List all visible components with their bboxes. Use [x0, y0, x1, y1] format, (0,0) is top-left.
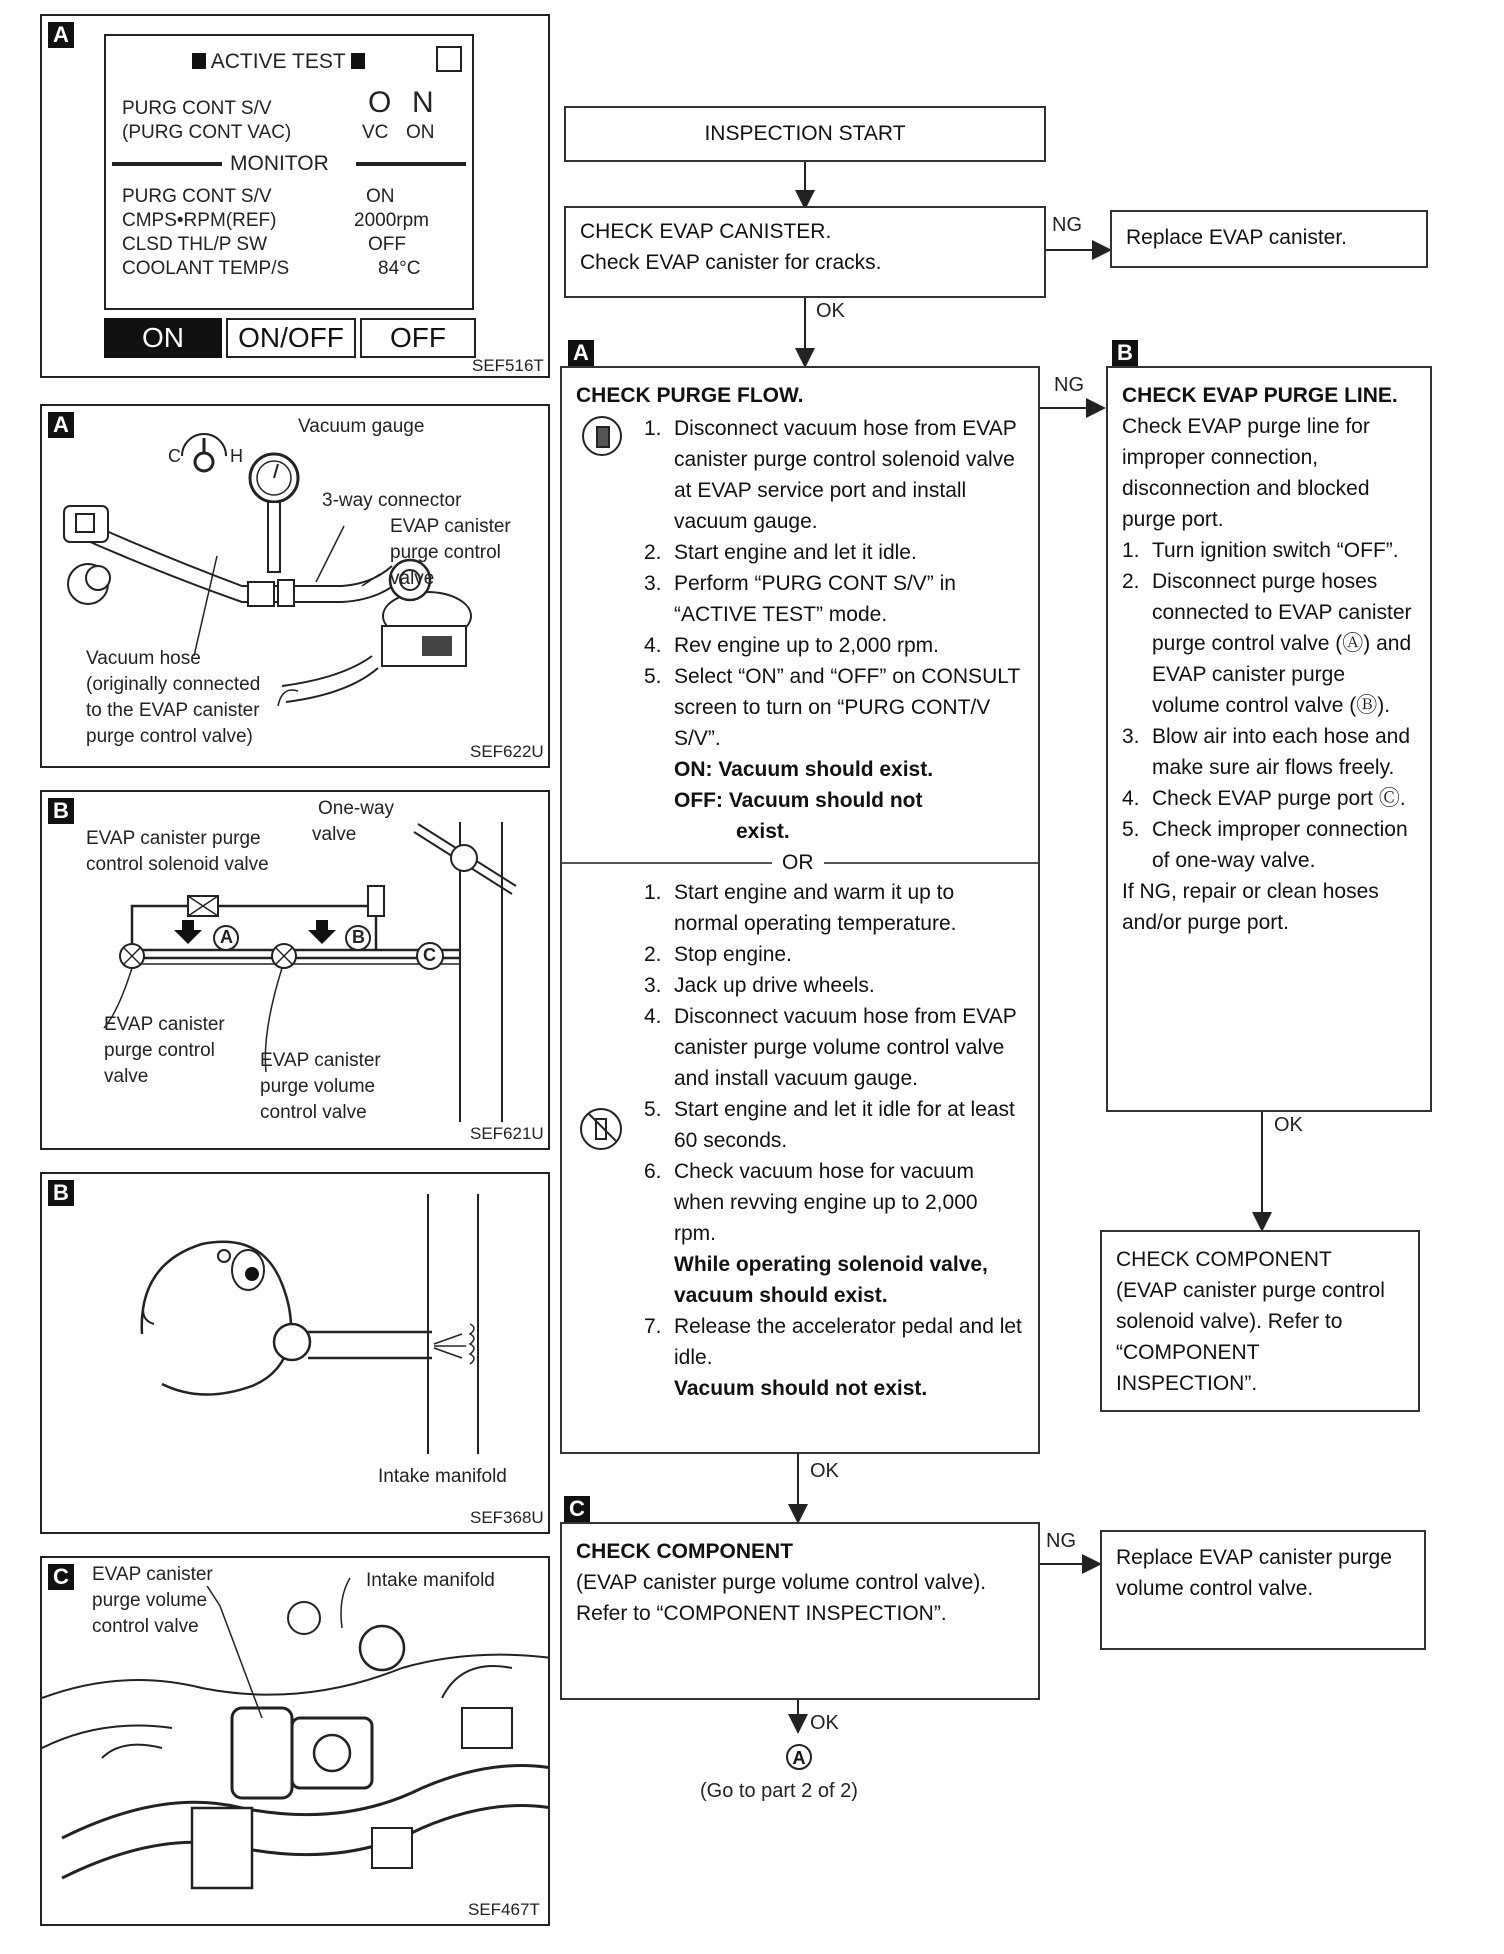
line-step-2: 2. Disconnect purge hoses connected to EVAP canister purge control valve (Ⓐ) and EVAP canister purge volume control valve (Ⓑ). — [1122, 570, 1412, 717]
point-b-label: B — [352, 927, 365, 947]
temp-cold-label: C — [168, 446, 181, 466]
solenoid-label-2: control solenoid valve — [86, 854, 269, 875]
figure-code: SEF621U — [470, 1124, 544, 1143]
figure-code: SEF622U — [470, 742, 544, 761]
flow-tag-c: C — [564, 1496, 590, 1522]
purge-line-outro: If NG, repair or clean hoses and/or purge port. — [1122, 880, 1379, 934]
purge-ctrl-label-1: EVAP canister — [104, 1014, 225, 1035]
ng-label-1: NG — [1052, 214, 1082, 236]
consult-icon — [582, 416, 622, 456]
monitor-divider — [112, 154, 466, 176]
on-button[interactable]: ON — [104, 318, 222, 358]
section-tag-a: A — [48, 412, 74, 438]
check-component-solenoid-box — [1100, 1230, 1420, 1412]
or-divider — [562, 847, 1038, 877]
purge-ctrl-label-2: purge control — [104, 1040, 215, 1061]
off-note-2: exist. — [736, 820, 790, 843]
flow-tag-a: A — [568, 340, 594, 366]
volume-valve-label-1: EVAP canister — [92, 1564, 213, 1585]
volume-valve-label-2: purge volume — [92, 1590, 208, 1611]
step-6-note: While operating solenoid valve, vacuum should exist. — [674, 1253, 988, 1307]
ng-label-2: NG — [1054, 374, 1084, 396]
vacuum-hose-label-2: (originally connected — [86, 674, 261, 695]
point-a-label: A — [220, 927, 233, 947]
section-tag-c: C — [48, 1564, 74, 1590]
monitor-row-2-value: 2000rpm — [354, 210, 429, 231]
monitor-row-4-value: 84°C — [378, 258, 421, 279]
purg-cont-vac-label: (PURG CONT VAC) — [122, 122, 292, 143]
line-step-3: 3. Blow air into each hose and make sure air flows freely. — [1122, 725, 1410, 779]
ok-label-3: OK — [810, 1460, 839, 1482]
on-note: ON: Vacuum should exist. — [674, 758, 934, 781]
manual-step-6: 6. Check vacuum hose for vacuum when revving engine up to 2,000 rpm. — [644, 1160, 978, 1245]
vacuum-hose-label-4: purge control valve) — [86, 726, 253, 747]
manual-step-7: 7. Release the accelerator pedal and let idle. — [644, 1315, 1022, 1369]
purge-flow-steps-consult — [644, 413, 1024, 754]
purge-vol-label-1: EVAP canister — [260, 1050, 381, 1071]
section-tag-b: B — [48, 1180, 74, 1206]
component-solenoid-title: CHECK COMPONENT — [1116, 1248, 1332, 1271]
monitor-row-3-value: OFF — [368, 234, 406, 255]
purg-cont-label: PURG CONT S/V — [122, 98, 272, 119]
purge-flow-title: CHECK PURGE FLOW. — [576, 384, 804, 407]
component-solenoid-text: (EVAP canister purge control solenoid valve). Refer to “COMPONENT INSPECTION”. — [1116, 1279, 1385, 1395]
line-step-1: 1. Turn ignition switch “OFF”. — [1122, 539, 1399, 562]
manual-step-5: 5. Start engine and let it idle for at least 60 seconds. — [644, 1098, 1015, 1152]
consult-screen — [104, 34, 474, 310]
ng-label-3: NG — [1046, 1530, 1076, 1552]
one-way-valve-label-1: One-way — [318, 798, 395, 819]
replace-volume-valve-box: Replace EVAP canister purge volume control valve. — [1100, 1530, 1426, 1650]
purge-step-4: 4. Rev engine up to 2,000 rpm. — [644, 634, 940, 657]
check-evap-canister-text: Check EVAP canister for cracks. — [580, 251, 882, 274]
monitor-label: MONITOR — [230, 152, 329, 175]
purge-flow-steps-manual — [644, 877, 1024, 1249]
intake-manifold-label: Intake manifold — [378, 1466, 507, 1487]
evap-valve-label-2: purge control — [390, 542, 501, 563]
line-step-5: 5. Check improper connection of one-way valve. — [1122, 818, 1408, 872]
step-7-note: Vacuum should not exist. — [674, 1377, 928, 1400]
ok-label-1: OK — [816, 300, 845, 322]
purge-step-3: 3. Perform “PURG CONT S/V” in “ACTIVE TEST” mode. — [644, 572, 956, 626]
goto-a-symbol: A — [786, 1744, 812, 1770]
off-note-1: OFF: Vacuum should not — [674, 789, 923, 812]
evap-valve-label-3: valve — [390, 568, 435, 589]
intake-manifold-label: Intake manifold — [366, 1570, 495, 1591]
vacuum-hose-label-3: to the EVAP canister — [86, 700, 260, 721]
volume-valve-label-3: control valve — [92, 1616, 199, 1637]
purge-line-title: CHECK EVAP PURGE LINE. — [1122, 384, 1398, 407]
check-component-volume-box — [560, 1522, 1040, 1700]
monitor-row-1-label: PURG CONT S/V — [122, 186, 272, 207]
manual-step-3: 3. Jack up drive wheels. — [644, 974, 875, 997]
no-consult-icon — [580, 1108, 622, 1150]
purge-vol-label-2: purge volume — [260, 1076, 376, 1097]
goto-part-2-text: (Go to part 2 of 2) — [700, 1780, 858, 1802]
purge-ctrl-label-3: valve — [104, 1066, 149, 1087]
component-volume-title: CHECK COMPONENT — [576, 1540, 794, 1563]
purge-line-intro: Check EVAP purge line for improper connection, disconnection and blocked purge port. — [1122, 415, 1370, 531]
purge-step-1: 1. Disconnect vacuum hose from EVAP canister purge control solenoid valve at EVAP service port and install vacuum gauge. — [644, 417, 1017, 533]
monitor-row-3-label: CLSD THL/P SW — [122, 234, 268, 255]
panel-vacuum-gauge — [40, 404, 550, 768]
panel-active-test — [40, 14, 550, 378]
manual-step-4: 4. Disconnect vacuum hose from EVAP canister purge volume control valve and install vacuum gauge. — [644, 1005, 1017, 1090]
three-way-connector-label: 3-way connector — [322, 490, 462, 511]
vacuum-hose-label-1: Vacuum hose — [86, 648, 201, 669]
section-tag-a: A — [48, 22, 74, 48]
check-evap-canister-title: CHECK EVAP CANISTER. — [580, 220, 832, 243]
purge-step-5: 5. Select “ON” and “OFF” on CONSULT screen to turn on “PURG CONT/V S/V”. — [644, 665, 1020, 750]
flow-tag-b: B — [1112, 340, 1138, 366]
one-way-valve-label-2: valve — [312, 824, 357, 845]
manual-step-1: 1. Start engine and warm it up to normal operating temperature. — [644, 881, 957, 935]
figure-code: SEF516T — [472, 356, 544, 375]
replace-canister-box: Replace EVAP canister. — [1110, 210, 1428, 268]
component-volume-text-1: (EVAP canister purge volume control valve). — [576, 1571, 987, 1594]
active-test-title: ACTIVE TEST — [192, 50, 365, 74]
monitor-row-2-label: CMPS•RPM(REF) — [122, 210, 277, 231]
ok-label-4: OK — [810, 1712, 839, 1734]
check-purge-line-box — [1106, 366, 1432, 1112]
purge-step-2: 2. Start engine and let it idle. — [644, 541, 917, 564]
vc-label: VC — [362, 122, 389, 143]
vacuum-gauge-label: Vacuum gauge — [298, 416, 425, 437]
line-step-4: 4. Check EVAP purge port Ⓒ. — [1122, 787, 1406, 810]
check-purge-flow-box — [560, 366, 1040, 1454]
engine-photo-illustration — [42, 1558, 550, 1926]
section-tag-b: B — [48, 798, 74, 824]
temp-hot-label: H — [230, 446, 243, 466]
manual-step-2: 2. Stop engine. — [644, 943, 792, 966]
evap-valve-label-1: EVAP canister — [390, 516, 511, 537]
figure-code: SEF368U — [470, 1508, 544, 1527]
panel-blow-air — [40, 1172, 550, 1534]
check-evap-canister-box — [564, 206, 1046, 298]
off-button[interactable]: OFF — [360, 318, 476, 358]
purge-vol-label-3: control valve — [260, 1102, 367, 1123]
ok-label-2: OK — [1274, 1114, 1303, 1136]
big-n: N — [412, 86, 434, 119]
on-off-button[interactable]: ON/OFF — [226, 318, 356, 358]
panel-purge-schematic — [40, 790, 550, 1150]
solenoid-label-1: EVAP canister purge — [86, 828, 261, 849]
big-o: O — [368, 86, 392, 119]
on-label: ON — [406, 122, 435, 143]
panel-volume-valve-photo — [40, 1556, 550, 1926]
figure-code: SEF467T — [468, 1900, 540, 1919]
checkbox-icon — [436, 46, 462, 72]
monitor-row-4-label: COOLANT TEMP/S — [122, 258, 290, 279]
inspection-start-box: INSPECTION START — [564, 106, 1046, 162]
purge-line-steps — [1122, 535, 1416, 876]
or-label: OR — [772, 847, 824, 878]
monitor-row-1-value: ON — [366, 186, 395, 207]
point-c-label: C — [423, 945, 436, 965]
component-volume-text-2: Refer to “COMPONENT INSPECTION”. — [576, 1602, 947, 1625]
